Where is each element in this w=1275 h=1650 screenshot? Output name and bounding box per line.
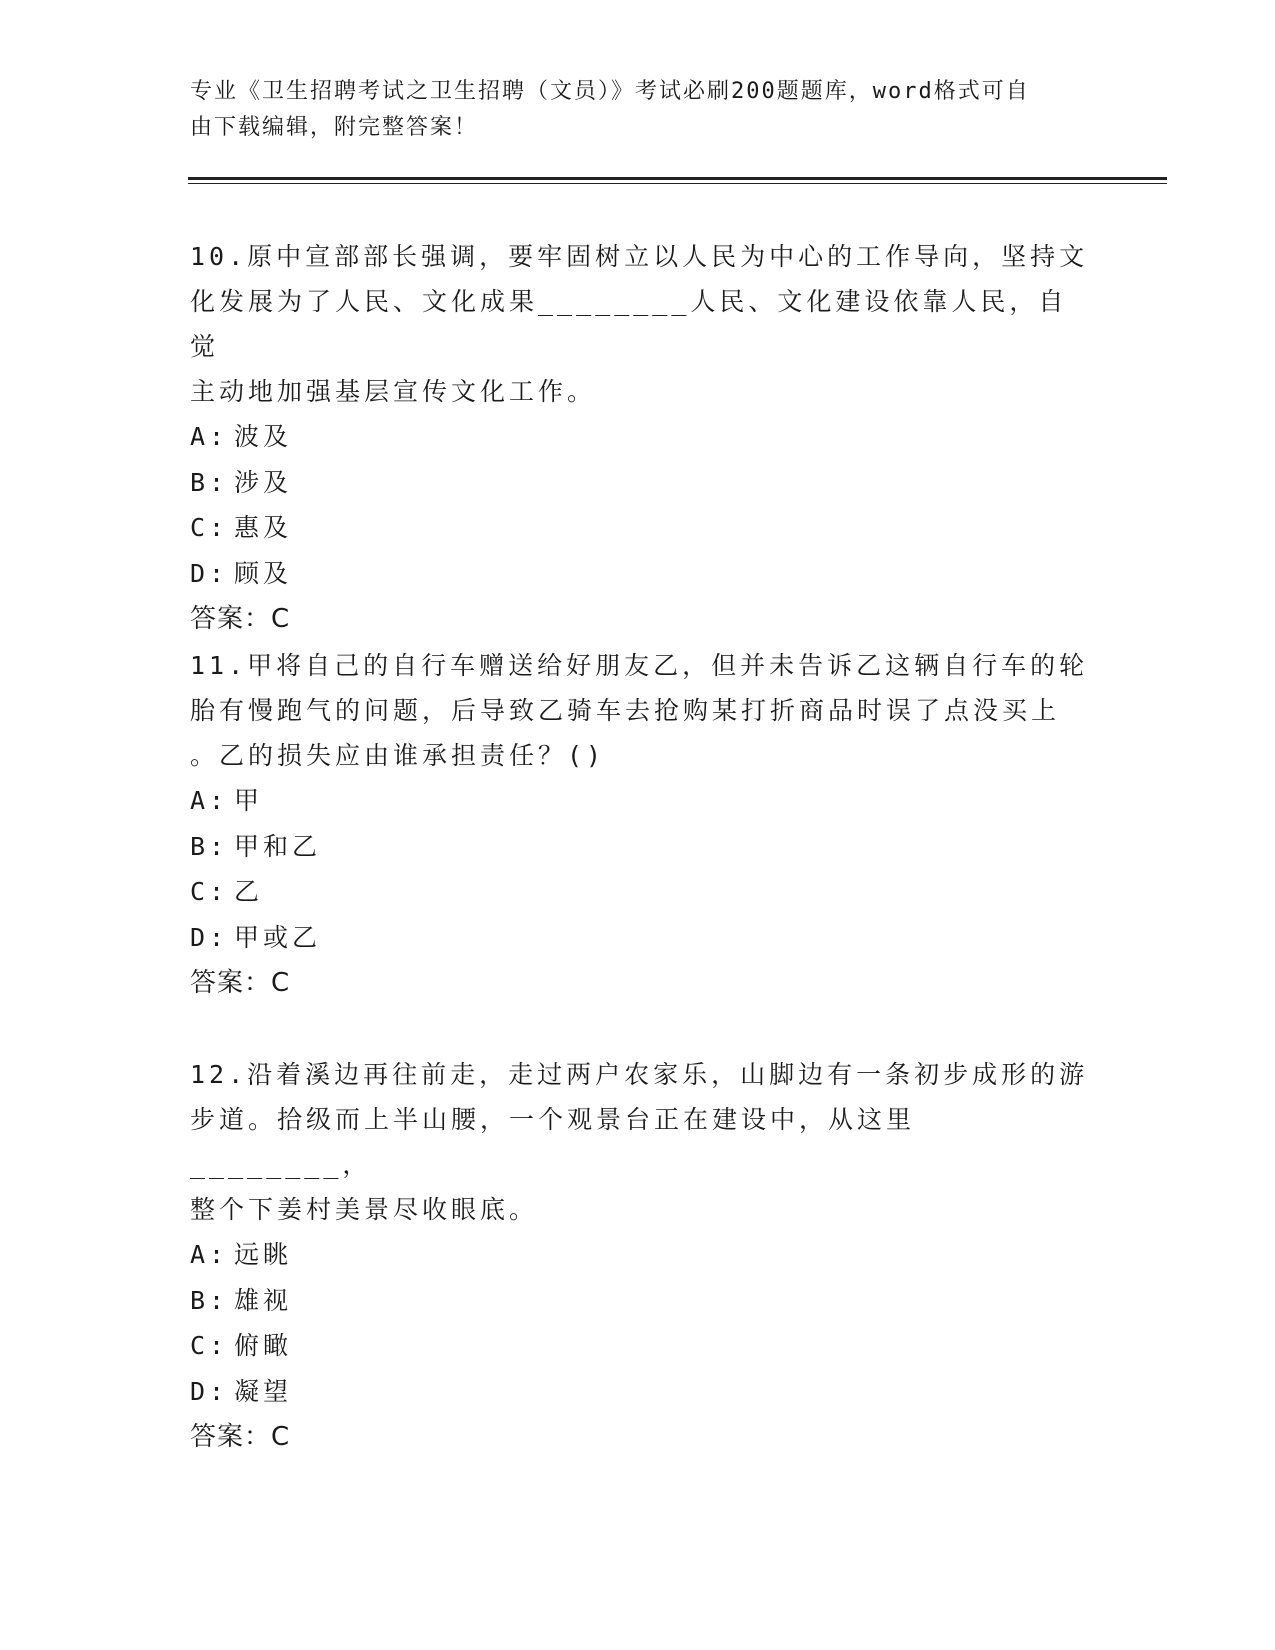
option-key: B: — [190, 467, 229, 497]
question-text-line: 步道。拾级而上半山腰，一个观景台正在建设中，从这里________， — [190, 1105, 916, 1179]
header-divider-thin — [188, 183, 1167, 184]
option-text: 甲或乙 — [234, 922, 322, 952]
option-text: 雄视 — [234, 1285, 293, 1315]
option-key: C: — [190, 877, 229, 906]
option-key: D: — [190, 558, 229, 588]
option-c — [190, 505, 1090, 551]
option-key: D: — [190, 922, 229, 952]
option-d — [190, 1369, 1090, 1415]
question-text-line: 主动地加强基层宣传文化工作。 — [190, 377, 597, 406]
option-text: 远眺 — [234, 1240, 293, 1269]
option-key: D: — [190, 1376, 229, 1406]
header-line-2: 由下载编辑，附完整答案！ — [190, 115, 479, 140]
option-key: C: — [190, 513, 229, 542]
option-c — [190, 1323, 1090, 1369]
answer-line: 答案：C — [190, 968, 291, 998]
question-text-line: 胎有慢跑气的问题，后导致乙骑车去抢购某打折商品时误了点没买上 — [190, 696, 1061, 725]
option-text: 波及 — [234, 422, 293, 451]
option-text: 涉及 — [234, 467, 293, 497]
header-divider-thick — [188, 177, 1167, 180]
question-text-line: 11.甲将自己的自行车赠送给好朋友乙，但并未告诉乙这辆自行车的轮 — [190, 651, 1089, 680]
question-11 — [190, 643, 1090, 1006]
option-d — [190, 915, 1090, 961]
option-key: C: — [190, 1331, 229, 1360]
header-line-1: 专业《卫生招聘考试之卫生招聘（文员）》考试必刷200题题库，word格式可自 — [190, 79, 1030, 104]
option-text: 甲和乙 — [234, 831, 322, 861]
answer-line: 答案：C — [190, 604, 291, 634]
option-text: 俯瞰 — [234, 1331, 293, 1360]
option-text: 凝望 — [234, 1376, 293, 1406]
option-key: A: — [190, 1240, 229, 1269]
option-text: 顾及 — [234, 558, 293, 588]
question-text-line: 12.沿着溪边再往前走，走过两户农家乐，山脚边有一条初步成形的游 — [190, 1060, 1089, 1089]
option-key: A: — [190, 422, 229, 451]
option-text: 甲 — [234, 786, 264, 815]
question-10 — [190, 234, 1090, 642]
question-text-line: 10.原中宣部部长强调，要牢固树立以人民为中心的工作导向，坚持文 — [190, 242, 1089, 271]
question-12 — [190, 1052, 1090, 1460]
option-key: B: — [190, 1285, 229, 1315]
option-a — [190, 1232, 1090, 1278]
option-b — [190, 1278, 1090, 1324]
question-text-line: 整个下姜村美景尽收眼底。 — [190, 1195, 539, 1224]
option-a — [190, 414, 1090, 460]
document-header — [190, 74, 1090, 146]
option-c — [190, 869, 1090, 915]
option-a — [190, 778, 1090, 824]
option-b — [190, 824, 1090, 870]
answer-line: 答案：C — [190, 1422, 291, 1452]
option-b — [190, 460, 1090, 506]
option-d — [190, 551, 1090, 597]
option-text: 惠及 — [234, 513, 293, 542]
option-key: A: — [190, 786, 229, 815]
option-key: B: — [190, 831, 229, 861]
question-text-line: 。乙的损失应由谁承担责任？() — [190, 741, 606, 770]
question-text-line: 化发展为了人民、文化成果________人民、文化建设依靠人民，自觉 — [190, 287, 1068, 361]
option-text: 乙 — [234, 877, 264, 906]
